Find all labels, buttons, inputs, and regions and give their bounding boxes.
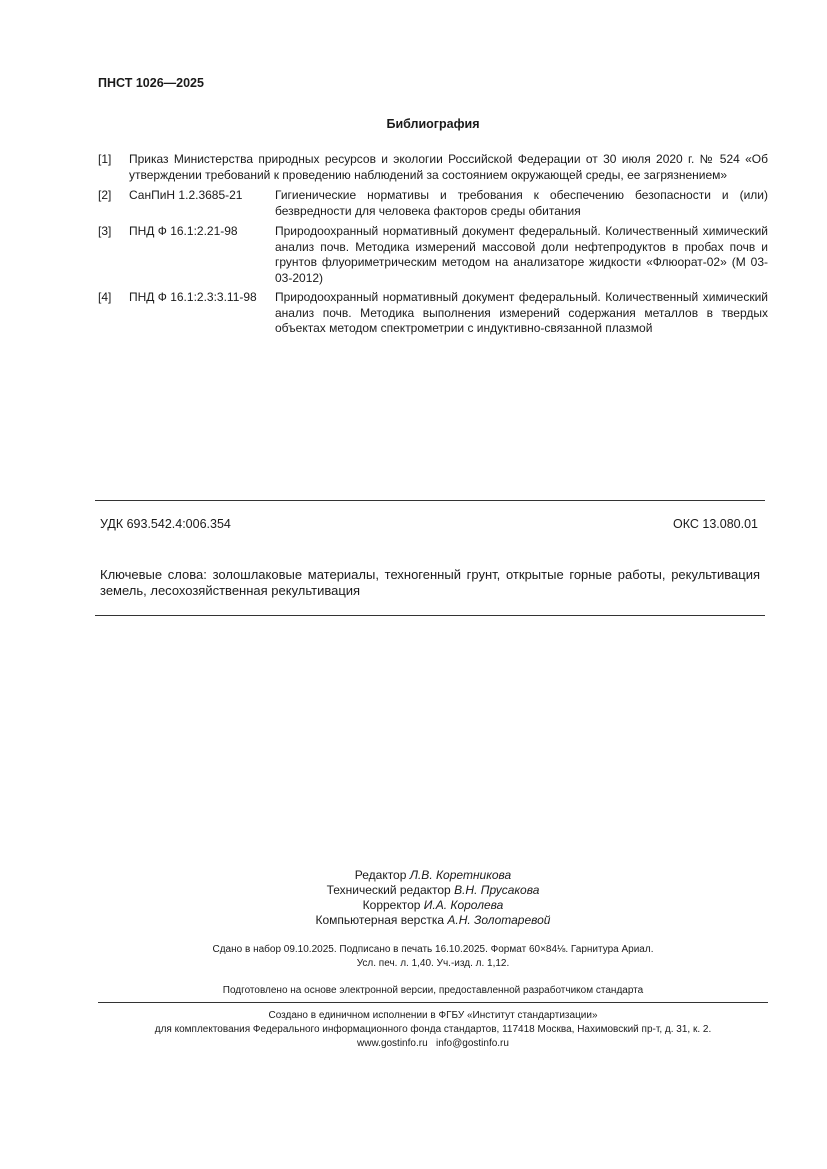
credit-label: Технический редактор bbox=[326, 883, 451, 897]
credit-editor bbox=[0, 868, 827, 882]
credit-name: Л.В. Коретникова bbox=[409, 868, 512, 882]
entry-code: ПНД Ф 16.1:2.3:3.11-98 bbox=[129, 290, 257, 304]
created-line-2: для комплектования Федерального информационного фонда стандартов, 117418 Москва, Нахимовский пр-т, д. 31, к. 2. bbox=[154, 1024, 712, 1035]
imprint-line-1: Сдано в набор 09.10.2025. Подписано в печать 16.10.2025. Формат 60×84⅛. Гарнитура Ариал. bbox=[212, 944, 654, 955]
document-code: ПНСТ 1026—2025 bbox=[98, 76, 204, 90]
email-link[interactable]: info@gostinfo.ru bbox=[435, 1038, 509, 1049]
credit-label: Корректор bbox=[362, 898, 421, 912]
divider-bottom bbox=[95, 615, 765, 616]
entry-text: Приказ Министерства природных ресурсов и экологии Российской Федерации от 30 июля 2020 г. № 524 «Об утверждении требований к проведению наблюдений за состоянием окружающей среды, ее загрязнением» bbox=[129, 152, 768, 182]
credit-name: В.Н. Прусакова bbox=[454, 883, 540, 897]
imprint-line-2: Усл. печ. л. 1,40. Уч.-изд. л. 1,12. bbox=[356, 958, 510, 969]
credit-tech-editor bbox=[0, 883, 827, 897]
prepared-note: Подготовлено на основе электронной версии, предоставленной разработчиком стандарта bbox=[222, 985, 644, 996]
credit-label: Компьютерная верстка bbox=[315, 913, 445, 927]
contacts bbox=[0, 1038, 827, 1049]
entry-code: ПНД Ф 16.1:2.21-98 bbox=[129, 224, 238, 238]
entry-number: [2] bbox=[98, 188, 112, 202]
entry-code: СанПиН 1.2.3685-21 bbox=[129, 188, 243, 202]
entry-text: Природоохранный нормативный документ федеральный. Количественный химический анализ почв. Методика выполнения измерений содержания металлов в твердых объектах методом спектрометрии с индуктивно-связанной плазмой bbox=[275, 290, 768, 335]
entry-number: [1] bbox=[98, 152, 112, 166]
entry-text: Природоохранный нормативный документ федеральный. Количественный химический анализ почв. Методика измерений массовой доли нефтепродуктов в пробах почв и грунтов флуориметрическим методом на анализаторе жидкости «Флюорат-02» (М 03-03-2012) bbox=[275, 224, 768, 285]
website-link[interactable]: www.gostinfo.ru bbox=[357, 1038, 428, 1049]
credit-label: Редактор bbox=[354, 868, 407, 882]
entry-number: [4] bbox=[98, 290, 112, 304]
created-line-1: Создано в единичном исполнении в ФГБУ «Институт стандартизации» bbox=[268, 1010, 598, 1021]
divider-top bbox=[95, 500, 765, 501]
oks-code: ОКС 13.080.01 bbox=[673, 517, 758, 531]
divider-imprint bbox=[98, 1002, 768, 1003]
bibliography-title: Библиография bbox=[386, 117, 480, 131]
keywords: Ключевые слова: золошлаковые материалы, техногенный грунт, открытые горные работы, рекультивация земель, лесохозяйственная рекультивация bbox=[100, 567, 760, 598]
udk-code: УДК 693.542.4:006.354 bbox=[100, 517, 231, 531]
credit-name: А.Н. Золотаревой bbox=[447, 913, 551, 927]
entry-number: [3] bbox=[98, 224, 112, 238]
credit-layout bbox=[0, 913, 827, 927]
credit-name: И.А. Королева bbox=[423, 898, 504, 912]
credit-corrector bbox=[0, 898, 827, 912]
entry-text: Гигиенические нормативы и требования к обеспечению безопасности и (или) безвредности для человека факторов среды обитания bbox=[275, 188, 768, 218]
